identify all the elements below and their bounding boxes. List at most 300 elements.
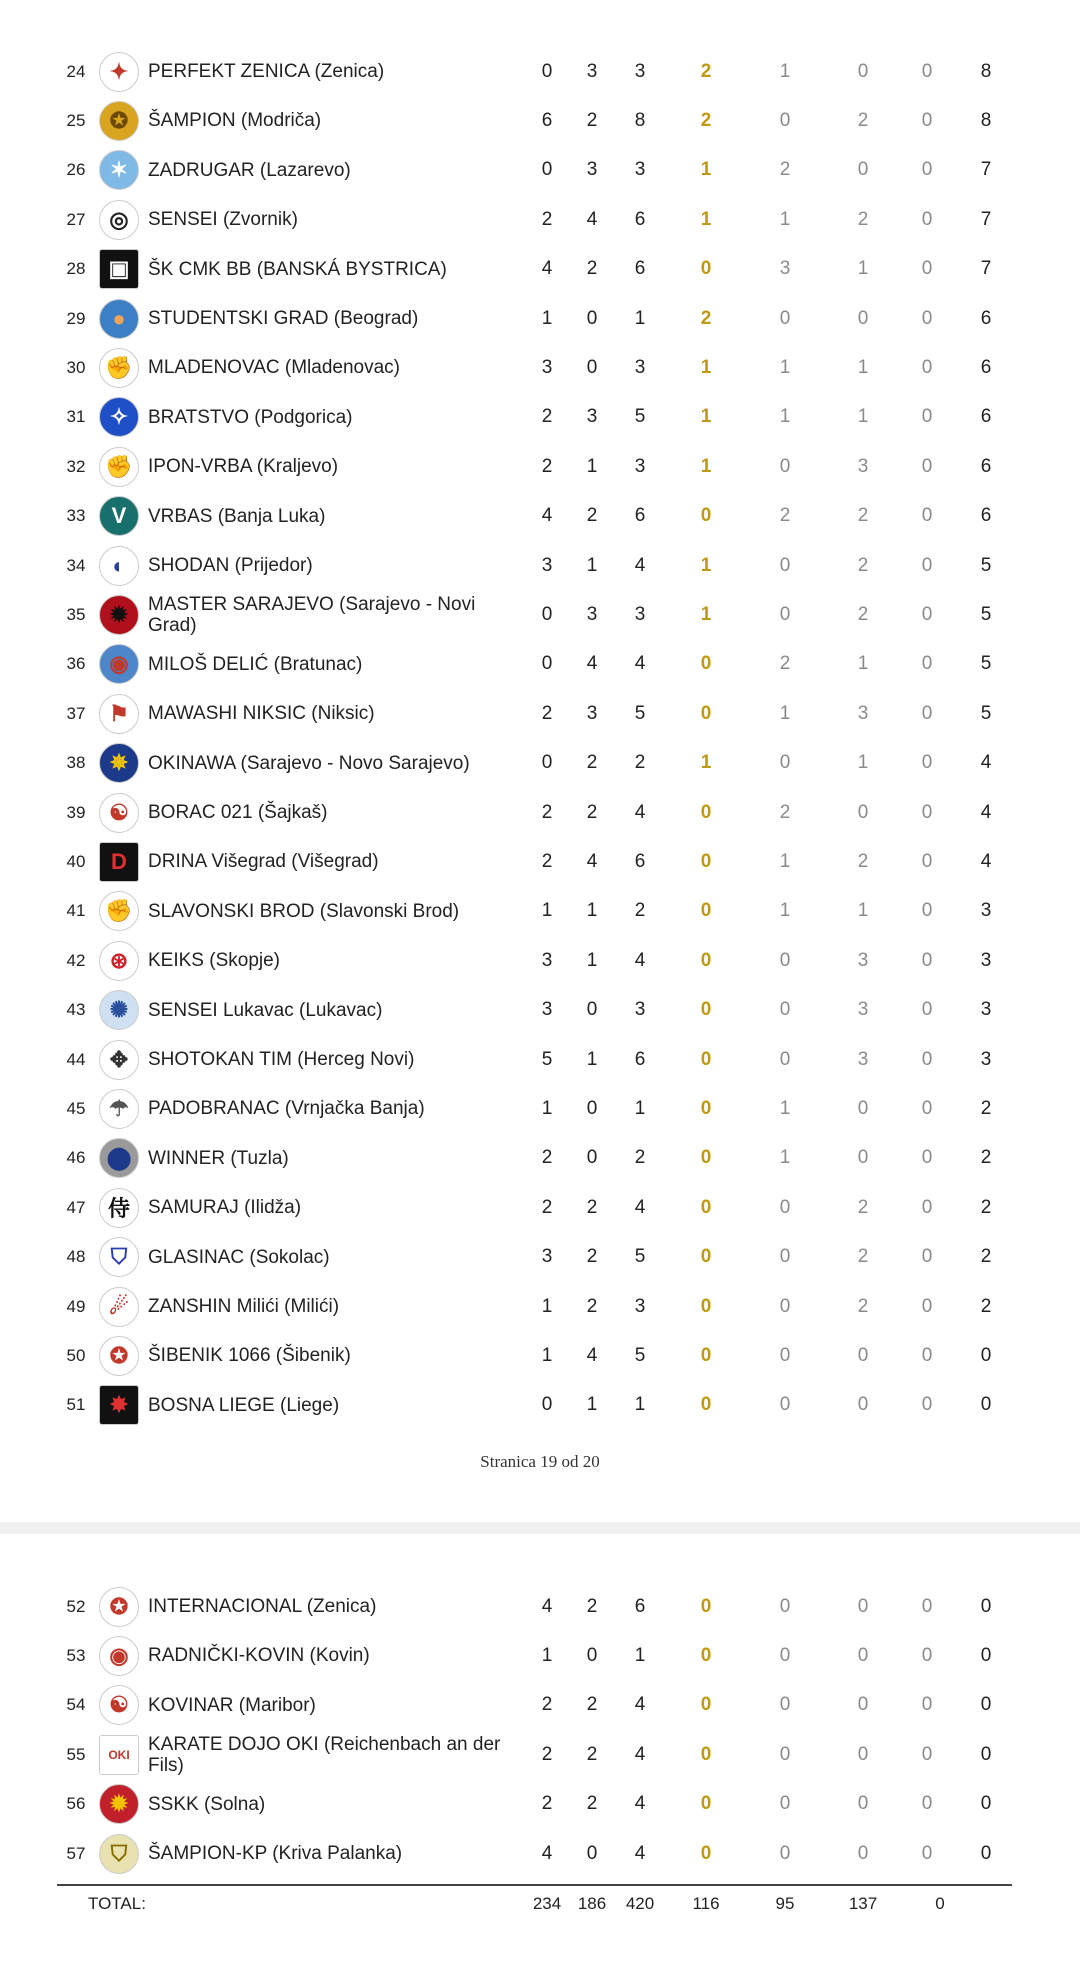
rank-cell: 35 xyxy=(66,604,86,624)
col-5-cell: 2 xyxy=(779,653,791,675)
rank-cell: 51 xyxy=(66,1395,86,1415)
rank-cell: 46 xyxy=(66,1148,86,1168)
col-7-cell: 0 xyxy=(921,307,933,329)
okinawa-logo-icon: ✵ xyxy=(99,743,139,783)
club-name: OKINAWA (Sarajevo - Novo Sarajevo) xyxy=(148,752,470,774)
col-5-cell: 0 xyxy=(779,1295,791,1317)
shotokan-tim-logo-icon: ✥ xyxy=(99,1040,139,1080)
total-col-4: 116 xyxy=(692,1894,720,1913)
rank-cell: 52 xyxy=(66,1596,86,1616)
club-logo-cell xyxy=(98,986,140,1035)
table-row xyxy=(0,393,1080,442)
total-col-1: 234 xyxy=(532,1894,562,1913)
col-5-cell: 1 xyxy=(779,702,791,724)
col-5-cell: 0 xyxy=(779,109,791,131)
col-6-cell: 0 xyxy=(857,1097,869,1119)
col-3-cell: 6 xyxy=(634,208,646,230)
club-logo-cell xyxy=(98,492,140,541)
col-8-cell: 0 xyxy=(980,1595,992,1617)
shodan-logo-icon: ◐ xyxy=(99,546,139,586)
col-2-cell: 0 xyxy=(586,1097,598,1119)
col-1-cell: 2 xyxy=(541,406,553,428)
rank-cell: 49 xyxy=(66,1296,86,1316)
table-row xyxy=(0,1282,1080,1331)
club-logo-cell xyxy=(98,1631,140,1680)
col-6-cell: 1 xyxy=(857,356,869,378)
col-6-cell: 1 xyxy=(857,752,869,774)
rank-cell: 44 xyxy=(66,1049,86,1069)
col-6-cell: 2 xyxy=(857,208,869,230)
col-1-cell: 2 xyxy=(541,1793,553,1815)
col-7-cell: 0 xyxy=(921,505,933,527)
col-4-cell: 2 xyxy=(700,307,712,329)
col-4-cell: 1 xyxy=(700,603,712,625)
col-6-cell: 0 xyxy=(857,801,869,823)
col-1-cell: 2 xyxy=(541,1196,553,1218)
col-6-cell: 1 xyxy=(857,406,869,428)
col-1-cell: 2 xyxy=(541,455,553,477)
rank-cell: 50 xyxy=(66,1345,86,1365)
col-7-cell: 0 xyxy=(921,1048,933,1070)
col-6-cell: 0 xyxy=(857,1793,869,1815)
col-6-cell: 2 xyxy=(857,1196,869,1218)
col-5-cell: 1 xyxy=(779,406,791,428)
col-2-cell: 0 xyxy=(586,1644,598,1666)
col-5-cell: 0 xyxy=(779,999,791,1021)
table-row xyxy=(0,442,1080,491)
col-3-cell: 6 xyxy=(634,1048,646,1070)
col-8-cell: 2 xyxy=(980,1147,992,1169)
total-col-2: 186 xyxy=(577,1894,607,1913)
club-logo-cell xyxy=(98,936,140,985)
col-1-cell: 1 xyxy=(541,1644,553,1666)
club-logo-cell xyxy=(98,1035,140,1084)
col-3-cell: 5 xyxy=(634,702,646,724)
col-7-cell: 0 xyxy=(921,752,933,774)
col-1-cell: 0 xyxy=(541,752,553,774)
col-4-cell: 0 xyxy=(700,1644,712,1666)
table-row xyxy=(0,986,1080,1035)
club-name: VRBAS (Banja Luka) xyxy=(148,505,326,527)
col-5-cell: 0 xyxy=(779,1344,791,1366)
col-8-cell: 5 xyxy=(980,702,992,724)
club-name: ZANSHIN Milići (Milići) xyxy=(148,1296,340,1317)
col-5-cell: 1 xyxy=(779,850,791,872)
col-5-cell: 0 xyxy=(779,1246,791,1268)
club-logo-cell xyxy=(98,1183,140,1232)
col-1-cell: 3 xyxy=(541,949,553,971)
col-7-cell: 0 xyxy=(921,60,933,82)
total-col-6: 137 xyxy=(848,1894,878,1913)
col-4-cell: 0 xyxy=(700,1246,712,1268)
club-name: SAMURAJ (Ilidža) xyxy=(148,1197,302,1219)
col-8-cell: 0 xyxy=(980,1694,992,1716)
rank-cell: 36 xyxy=(66,654,86,674)
col-8-cell: 4 xyxy=(980,850,992,872)
radnicki-kovin-logo-icon: ◉ xyxy=(99,1636,139,1676)
col-5-cell: 0 xyxy=(779,1694,791,1716)
col-6-cell: 3 xyxy=(857,1048,869,1070)
col-2-cell: 3 xyxy=(586,406,598,428)
col-6-cell: 2 xyxy=(857,1295,869,1317)
col-4-cell: 0 xyxy=(700,1694,712,1716)
total-label: TOTAL: xyxy=(88,1894,146,1913)
col-6-cell: 0 xyxy=(857,159,869,181)
rank-cell: 56 xyxy=(66,1794,86,1814)
rank-cell: 30 xyxy=(66,357,86,377)
col-8-cell: 3 xyxy=(980,900,992,922)
col-2-cell: 2 xyxy=(586,505,598,527)
col-3-cell: 3 xyxy=(634,159,646,181)
col-8-cell: 6 xyxy=(980,505,992,527)
col-2-cell: 2 xyxy=(586,1295,598,1317)
club-logo-cell xyxy=(98,837,140,886)
col-2-cell: 2 xyxy=(586,1694,598,1716)
col-8-cell: 7 xyxy=(980,208,992,230)
milos-delic-logo-icon: ◉ xyxy=(99,644,139,684)
col-5-cell: 1 xyxy=(779,1147,791,1169)
club-name: ŠAMPION (Modriča) xyxy=(148,110,322,132)
club-name: MILOŠ DELIĆ (Bratunac) xyxy=(148,653,363,675)
col-1-cell: 6 xyxy=(541,109,553,131)
col-1-cell: 2 xyxy=(541,801,553,823)
col-4-cell: 0 xyxy=(700,1793,712,1815)
rank-cell: 28 xyxy=(66,259,86,279)
col-3-cell: 6 xyxy=(634,258,646,280)
col-8-cell: 7 xyxy=(980,159,992,181)
col-7-cell: 0 xyxy=(921,850,933,872)
col-4-cell: 1 xyxy=(700,455,712,477)
col-2-cell: 3 xyxy=(586,603,598,625)
club-name: PERFEKT ZENICA (Zenica) xyxy=(148,61,385,82)
col-1-cell: 2 xyxy=(541,1743,553,1765)
col-8-cell: 4 xyxy=(980,752,992,774)
club-logo-cell xyxy=(98,1282,140,1331)
table-row xyxy=(0,590,1080,639)
rank-cell: 38 xyxy=(66,753,86,773)
col-4-cell: 0 xyxy=(700,1842,712,1864)
col-3-cell: 3 xyxy=(634,356,646,378)
col-1-cell: 2 xyxy=(541,702,553,724)
col-3-cell: 5 xyxy=(634,406,646,428)
col-4-cell: 0 xyxy=(700,1196,712,1218)
col-5-cell: 1 xyxy=(779,1097,791,1119)
table-row xyxy=(0,1331,1080,1380)
table-row xyxy=(0,739,1080,788)
table-row xyxy=(0,936,1080,985)
total-col-7: 0 xyxy=(935,1894,945,1913)
col-3-cell: 4 xyxy=(634,1743,646,1765)
col-7-cell: 0 xyxy=(921,603,933,625)
cmk-bb-logo-icon: ▣ xyxy=(99,249,139,289)
table-row xyxy=(0,1631,1080,1680)
col-4-cell: 1 xyxy=(700,554,712,576)
col-2-cell: 1 xyxy=(586,949,598,971)
club-name: STUDENTSKI GRAD (Beograd) xyxy=(148,308,419,329)
col-3-cell: 2 xyxy=(634,900,646,922)
rank-cell: 26 xyxy=(66,160,86,180)
bosna-liege-logo-icon: ✸ xyxy=(99,1385,139,1425)
col-7-cell: 0 xyxy=(921,1595,933,1617)
club-name: RADNIČKI-KOVIN (Kovin) xyxy=(148,1645,370,1667)
col-1-cell: 3 xyxy=(541,1246,553,1268)
col-7-cell: 0 xyxy=(921,1196,933,1218)
club-logo-cell xyxy=(98,689,140,738)
col-3-cell: 4 xyxy=(634,1694,646,1716)
col-5-cell: 2 xyxy=(779,801,791,823)
col-3-cell: 3 xyxy=(634,603,646,625)
col-7-cell: 0 xyxy=(921,356,933,378)
table-row xyxy=(0,1183,1080,1232)
col-5-cell: 0 xyxy=(779,1743,791,1765)
col-6-cell: 2 xyxy=(857,1246,869,1268)
slavonski-brod-logo-icon: ✊ xyxy=(99,891,139,931)
col-1-cell: 3 xyxy=(541,554,553,576)
rank-cell: 39 xyxy=(66,802,86,822)
rank-cell: 57 xyxy=(66,1843,86,1863)
col-8-cell: 6 xyxy=(980,406,992,428)
club-logo-cell xyxy=(98,788,140,837)
club-name: ŠK CMK BB (BANSKÁ BYSTRICA) xyxy=(148,258,447,280)
rank-cell: 45 xyxy=(66,1098,86,1118)
results-page-20 xyxy=(0,1534,1080,1962)
sensei-zvornik-logo-icon: ◎ xyxy=(99,200,139,240)
club-name: ŠAMPION-KP (Kriva Palanka) xyxy=(148,1843,403,1864)
table-row xyxy=(0,96,1080,145)
col-2-cell: 0 xyxy=(586,999,598,1021)
col-8-cell: 0 xyxy=(980,1644,992,1666)
col-6-cell: 2 xyxy=(857,554,869,576)
col-7-cell: 0 xyxy=(921,1743,933,1765)
col-5-cell: 0 xyxy=(779,1644,791,1666)
col-5-cell: 0 xyxy=(779,455,791,477)
col-1-cell: 4 xyxy=(541,1842,553,1864)
table-row xyxy=(0,146,1080,195)
col-6-cell: 0 xyxy=(857,307,869,329)
col-7-cell: 0 xyxy=(921,900,933,922)
col-6-cell: 0 xyxy=(857,1147,869,1169)
col-7-cell: 0 xyxy=(921,1644,933,1666)
col-7-cell: 0 xyxy=(921,455,933,477)
col-8-cell: 2 xyxy=(980,1196,992,1218)
rank-cell: 41 xyxy=(66,901,86,921)
col-3-cell: 2 xyxy=(634,752,646,774)
col-1-cell: 3 xyxy=(541,356,553,378)
table-row xyxy=(0,1381,1080,1430)
col-2-cell: 1 xyxy=(586,1394,598,1416)
col-1-cell: 3 xyxy=(541,999,553,1021)
col-4-cell: 0 xyxy=(700,850,712,872)
club-logo-cell xyxy=(98,1134,140,1183)
col-8-cell: 7 xyxy=(980,258,992,280)
col-8-cell: 3 xyxy=(980,949,992,971)
table-row xyxy=(0,1681,1080,1730)
col-7-cell: 0 xyxy=(921,1246,933,1268)
col-3-cell: 4 xyxy=(634,653,646,675)
col-7-cell: 0 xyxy=(921,999,933,1021)
table-row xyxy=(0,245,1080,294)
col-8-cell: 6 xyxy=(980,307,992,329)
table-row xyxy=(0,1829,1080,1878)
col-1-cell: 0 xyxy=(541,159,553,181)
col-5-cell: 2 xyxy=(779,159,791,181)
club-name: MLADENOVAC (Mladenovac) xyxy=(148,357,401,379)
col-5-cell: 0 xyxy=(779,1048,791,1070)
col-6-cell: 3 xyxy=(857,702,869,724)
rank-cell: 47 xyxy=(66,1197,86,1217)
table-row xyxy=(0,343,1080,392)
col-6-cell: 1 xyxy=(857,258,869,280)
rank-cell: 37 xyxy=(66,703,86,723)
table-row xyxy=(0,541,1080,590)
col-8-cell: 2 xyxy=(980,1295,992,1317)
col-6-cell: 3 xyxy=(857,455,869,477)
col-8-cell: 8 xyxy=(980,109,992,131)
club-logo-cell xyxy=(98,245,140,294)
col-3-cell: 1 xyxy=(634,1644,646,1666)
table-row xyxy=(0,492,1080,541)
club-logo-cell xyxy=(98,294,140,343)
col-4-cell: 0 xyxy=(700,1595,712,1617)
col-6-cell: 0 xyxy=(857,1394,869,1416)
table-row xyxy=(0,1035,1080,1084)
col-3-cell: 3 xyxy=(634,60,646,82)
club-name: ŠIBENIK 1066 (Šibenik) xyxy=(148,1345,351,1367)
col-8-cell: 0 xyxy=(980,1743,992,1765)
sampion-modrica-logo-icon: ✪ xyxy=(99,101,139,141)
rank-cell: 55 xyxy=(66,1744,86,1764)
col-4-cell: 0 xyxy=(700,1344,712,1366)
col-2-cell: 3 xyxy=(586,702,598,724)
col-3-cell: 6 xyxy=(634,850,646,872)
col-2-cell: 2 xyxy=(586,1743,598,1765)
col-1-cell: 4 xyxy=(541,505,553,527)
col-2-cell: 3 xyxy=(586,60,598,82)
col-3-cell: 8 xyxy=(634,109,646,131)
col-3-cell: 1 xyxy=(634,1394,646,1416)
club-name: KEIKS (Skopje) xyxy=(148,950,280,972)
col-1-cell: 1 xyxy=(541,1295,553,1317)
col-6-cell: 0 xyxy=(857,1595,869,1617)
karate-school-logo-icon: ✊ xyxy=(99,348,139,388)
col-4-cell: 1 xyxy=(700,208,712,230)
rank-cell: 31 xyxy=(66,407,86,427)
rank-cell: 33 xyxy=(66,506,86,526)
club-name: KOVINAR (Maribor) xyxy=(148,1694,316,1716)
rank-cell: 53 xyxy=(66,1645,86,1665)
col-6-cell: 0 xyxy=(857,1743,869,1765)
col-2-cell: 2 xyxy=(586,109,598,131)
col-7-cell: 0 xyxy=(921,208,933,230)
col-1-cell: 2 xyxy=(541,1147,553,1169)
club-logo-cell xyxy=(98,739,140,788)
table-row xyxy=(0,1084,1080,1133)
col-5-cell: 0 xyxy=(779,1842,791,1864)
zadrugar-logo-icon: ✶ xyxy=(99,150,139,190)
table-row xyxy=(0,837,1080,886)
table-row xyxy=(0,47,1080,96)
col-8-cell: 0 xyxy=(980,1842,992,1864)
club-logo-cell xyxy=(98,1233,140,1282)
rank-cell: 43 xyxy=(66,1000,86,1020)
kovinar-logo-icon: ☯ xyxy=(99,1685,139,1725)
col-2-cell: 2 xyxy=(586,752,598,774)
club-logo-cell xyxy=(98,343,140,392)
rank-cell: 29 xyxy=(66,308,86,328)
borac-021-logo-icon: ☯ xyxy=(99,793,139,833)
club-logo-cell xyxy=(98,393,140,442)
club-name: WINNER (Tuzla) xyxy=(148,1147,289,1169)
club-logo-cell xyxy=(98,1829,140,1878)
rank-cell: 32 xyxy=(66,456,86,476)
col-5-cell: 0 xyxy=(779,1196,791,1218)
col-5-cell: 0 xyxy=(779,1394,791,1416)
col-1-cell: 0 xyxy=(541,1394,553,1416)
col-5-cell: 3 xyxy=(779,258,791,280)
col-4-cell: 0 xyxy=(700,1147,712,1169)
col-8-cell: 4 xyxy=(980,801,992,823)
club-name: GLASINAC (Sokolac) xyxy=(148,1246,330,1268)
col-7-cell: 0 xyxy=(921,949,933,971)
col-5-cell: 1 xyxy=(779,60,791,82)
col-7-cell: 0 xyxy=(921,406,933,428)
club-logo-cell xyxy=(98,1780,140,1829)
col-6-cell: 2 xyxy=(857,505,869,527)
col-5-cell: 0 xyxy=(779,752,791,774)
col-5-cell: 0 xyxy=(779,307,791,329)
table-row xyxy=(0,1582,1080,1631)
col-4-cell: 1 xyxy=(700,356,712,378)
col-2-cell: 4 xyxy=(586,1344,598,1366)
col-8-cell: 2 xyxy=(980,1246,992,1268)
rank-cell: 48 xyxy=(66,1247,86,1267)
table-row xyxy=(0,1233,1080,1282)
rank-cell: 54 xyxy=(66,1695,86,1715)
col-3-cell: 4 xyxy=(634,554,646,576)
col-7-cell: 0 xyxy=(921,258,933,280)
glasinac-crest-icon: ⛉ xyxy=(99,1237,139,1277)
vrbas-logo-icon: V xyxy=(99,496,139,536)
col-4-cell: 0 xyxy=(700,949,712,971)
table-row xyxy=(0,887,1080,936)
col-4-cell: 0 xyxy=(700,505,712,527)
col-1-cell: 1 xyxy=(541,900,553,922)
col-1-cell: 0 xyxy=(541,60,553,82)
club-name: INTERNACIONAL (Zenica) xyxy=(148,1596,377,1617)
club-logo-cell xyxy=(98,1381,140,1430)
col-4-cell: 0 xyxy=(700,801,712,823)
col-8-cell: 0 xyxy=(980,1793,992,1815)
col-3-cell: 4 xyxy=(634,1793,646,1815)
col-8-cell: 8 xyxy=(980,60,992,82)
club-name: SENSEI Lukavac (Lukavac) xyxy=(148,999,383,1021)
table-row xyxy=(0,294,1080,343)
col-7-cell: 0 xyxy=(921,1295,933,1317)
col-2-cell: 0 xyxy=(586,1147,598,1169)
club-name: BOSNA LIEGE (Liege) xyxy=(148,1394,340,1416)
studentski-grad-logo-icon: ● xyxy=(99,299,139,339)
club-logo-cell xyxy=(98,1681,140,1730)
col-7-cell: 0 xyxy=(921,1344,933,1366)
col-4-cell: 0 xyxy=(700,900,712,922)
col-5-cell: 1 xyxy=(779,900,791,922)
col-7-cell: 0 xyxy=(921,159,933,181)
col-2-cell: 3 xyxy=(586,159,598,181)
col-3-cell: 3 xyxy=(634,1295,646,1317)
col-1-cell: 0 xyxy=(541,603,553,625)
col-4-cell: 0 xyxy=(700,999,712,1021)
table-row xyxy=(0,689,1080,738)
